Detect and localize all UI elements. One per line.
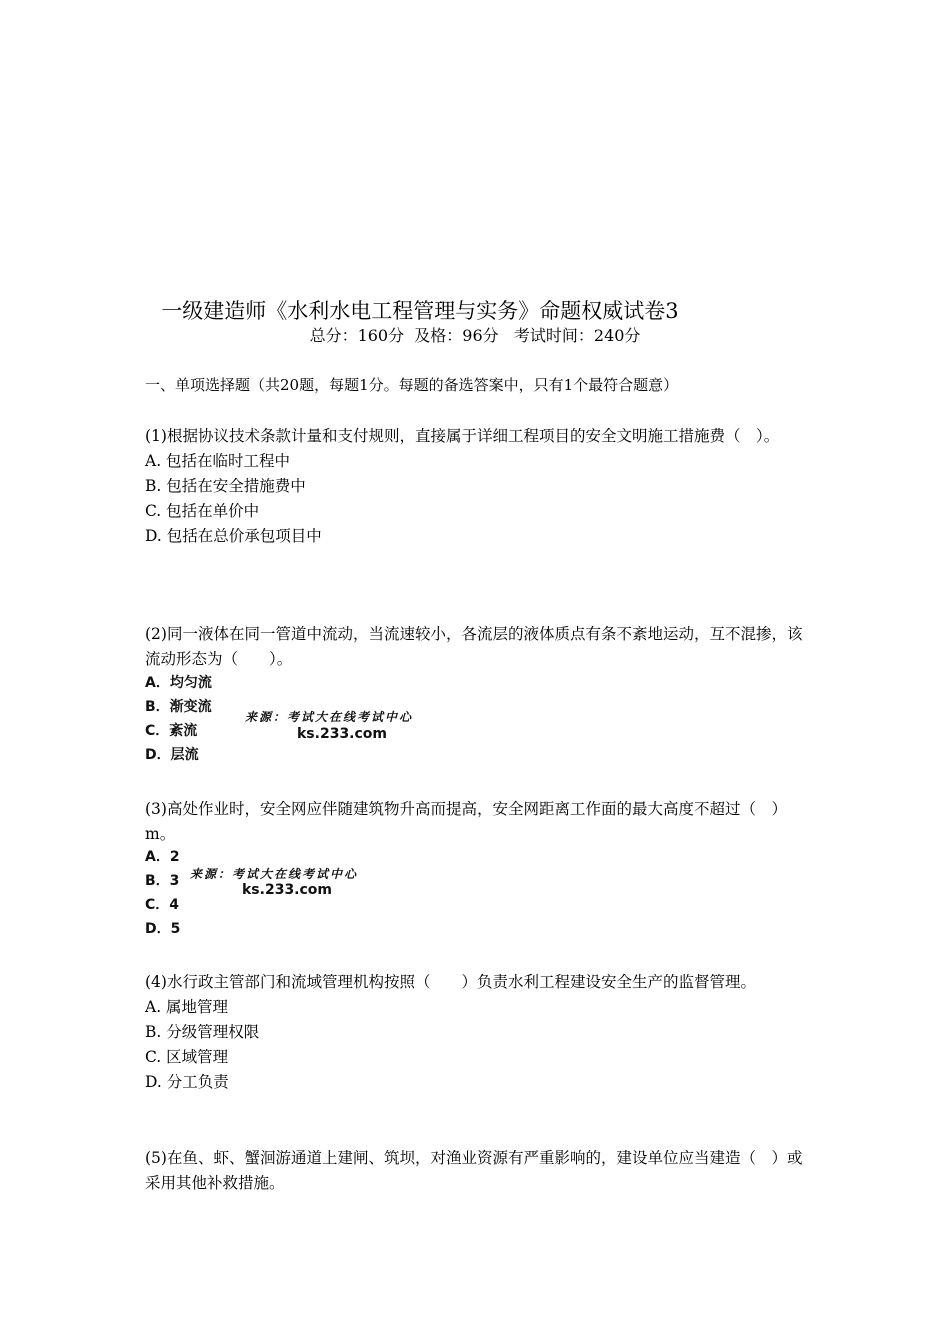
question-1 bbox=[145, 424, 810, 549]
watermark-url: ks.233.com bbox=[297, 726, 388, 742]
question-3 bbox=[145, 797, 810, 847]
option-d: D. 分工负责 bbox=[145, 1073, 229, 1091]
option-a: A. 包括在临时工程中 bbox=[145, 452, 291, 470]
question-stem: (5)在鱼、虾、蟹洄游通道上建闸、筑坝，对渔业资源有严重影响的，建设单位应当建造（ ）或采用其他补救措施。 bbox=[145, 1149, 803, 1192]
question-3-options-image bbox=[145, 845, 455, 941]
question-5 bbox=[145, 1146, 810, 1196]
option-b: B．3 bbox=[145, 873, 180, 889]
option-d: D．5 bbox=[145, 921, 181, 937]
option-c: C. 包括在单价中 bbox=[145, 502, 260, 520]
option-a: A．均匀流 bbox=[145, 675, 212, 691]
question-4 bbox=[145, 970, 810, 1095]
option-a: A．2 bbox=[145, 849, 180, 865]
watermark-url: ks.233.com bbox=[242, 882, 333, 898]
watermark-source: 来源：考试大在线考试中心 bbox=[190, 867, 359, 881]
option-d: D．层流 bbox=[145, 747, 199, 763]
option-b: B．渐变流 bbox=[145, 699, 212, 715]
watermark-source: 来源：考试大在线考试中心 bbox=[245, 710, 414, 724]
option-b: B. 分级管理权限 bbox=[145, 1023, 260, 1041]
question-stem: (2)同一液体在同一管道中流动，当流速较小，各流层的液体质点有条不紊地运动，互不混掺，该流动形态为（ ）。 bbox=[145, 625, 803, 668]
question-stem: (1)根据协议技术条款计量和支付规则，直接属于详细工程项目的安全文明施工措施费（ ）。 bbox=[145, 427, 780, 445]
exam-info: 总分：160分 及格：96分 考试时间：240分 bbox=[309, 326, 641, 345]
question-stem: (3)高处作业时，安全网应伴随建筑物升高而提高，安全网距离工作面的最大高度不超过（ ）m。 bbox=[145, 800, 787, 843]
question-stem: (4)水行政主管部门和流域管理机构按照（ ）负责水利工程建设安全生产的监督管理。 bbox=[145, 973, 756, 991]
document-title: 一级建造师《水利水电工程管理与实务》命题权威试卷3 bbox=[161, 299, 679, 323]
option-c: C．紊流 bbox=[145, 723, 198, 739]
option-c: C. 区域管理 bbox=[145, 1048, 229, 1066]
question-2-options-image bbox=[145, 671, 455, 767]
option-a: A. 属地管理 bbox=[145, 998, 229, 1016]
option-b: B. 包括在安全措施费中 bbox=[145, 477, 306, 495]
section-heading: 一、单项选择题（共20题，每题1分。每题的备选答案中，只有1个最符合题意） bbox=[145, 376, 679, 394]
option-d: D. 包括在总价承包项目中 bbox=[145, 527, 322, 545]
question-2 bbox=[145, 622, 810, 672]
option-c: C．4 bbox=[145, 897, 180, 913]
